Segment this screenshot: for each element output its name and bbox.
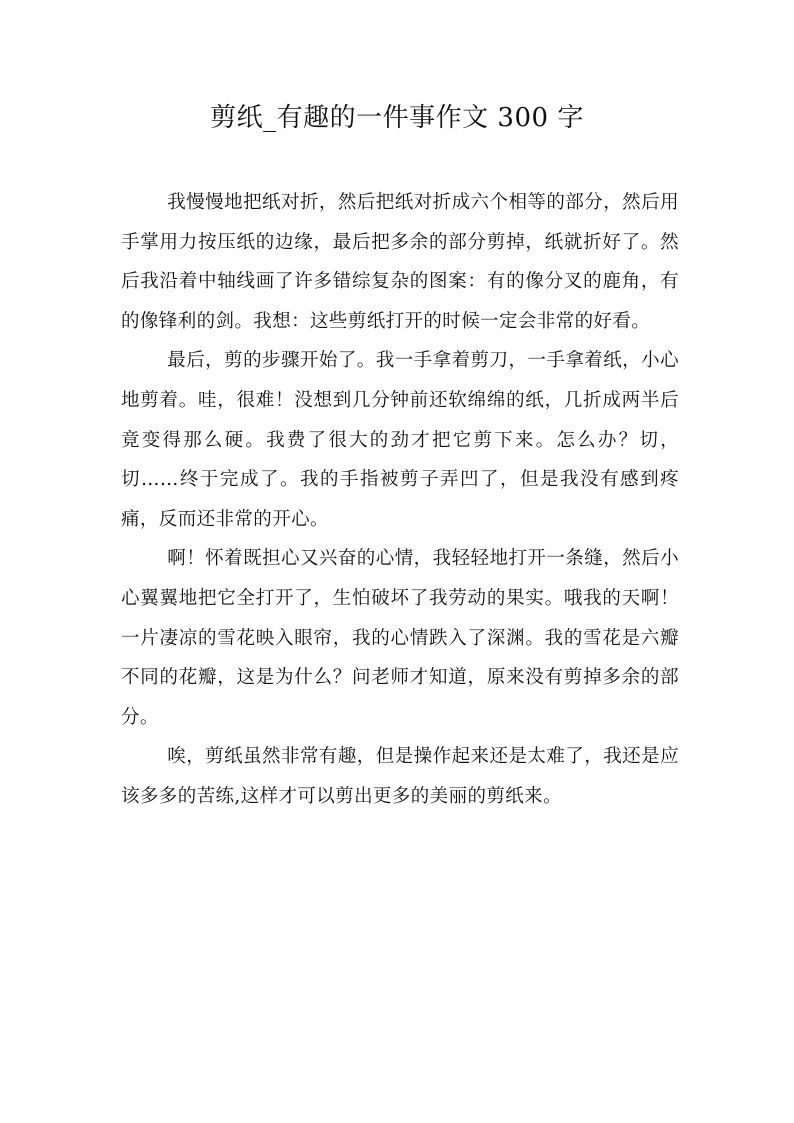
paragraph-2: 最后，剪的步骤开始了。我一手拿着剪刀，一手拿着纸，小心地剪着。哇，很难！没想到几分钟前还软绵绵的纸，几折成两半后竟变得那么硬。我费了很大的劲才把它剪下来。怎么办？切，切……终于完成了。我的手指被剪子弄凹了，但是我没有感到疼痛，反而还非常的开心。 bbox=[121, 350, 679, 530]
paragraph-3: 啊！怀着既担心又兴奋的心情，我轻轻地打开一条缝，然后小心翼翼地把它全打开了，生怕破坏了我劳动的果实。哦我的天啊！一片凄凉的雪花映入眼帘，我的心情跌入了深渊。我的雪花是六瓣不同的花瓣，这是为什么？问老师才知道，原来没有剪掉多余的部分。 bbox=[121, 548, 679, 728]
paragraph-1: 我慢慢地把纸对折，然后把纸对折成六个相等的部分，然后用手掌用力按压纸的边缘，最后把多余的部分剪掉，纸就折好了。然后我沿着中轴线画了许多错综复杂的图案：有的像分叉的鹿角，有的像锋利的剑。我想：这些剪纸打开的时候一定会非常的好看。 bbox=[121, 192, 679, 332]
document-body bbox=[121, 183, 679, 817]
document-title: 剪纸_有趣的一件事作文 300 字 bbox=[210, 103, 584, 133]
paragraph-4: 唉，剪纸虽然非常有趣，但是操作起来还是太难了，我还是应该多多的苦练,这样才可以剪出更多的美丽的剪纸来。 bbox=[121, 746, 679, 807]
